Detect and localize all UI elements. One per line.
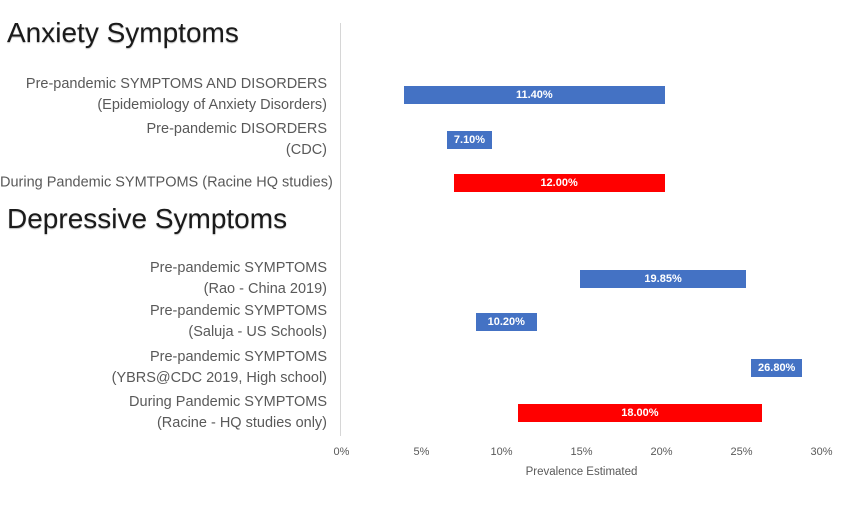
range-bar — [580, 270, 746, 288]
x-tick-label: 20% — [650, 446, 673, 458]
bar-value-label: 11.40% — [515, 89, 553, 101]
range-bar — [476, 313, 537, 331]
section-heading-depressive: Depressive Symptoms — [7, 203, 288, 234]
x-tick-label: 30% — [810, 446, 833, 458]
bar-value-label: 7.10% — [453, 133, 486, 146]
category-label: Pre-pandemic SYMPTOMS (Saluja - US Schools) — [149, 303, 327, 340]
x-tick-label: 10% — [490, 446, 513, 458]
x-tick-label: 5% — [413, 446, 430, 458]
x-tick-label: 15% — [570, 446, 593, 458]
category-label: Pre-pandemic SYMPTOMS AND DISORDERS (Epidemiology of Anxiety Disorders) — [25, 76, 327, 113]
range-bar — [447, 131, 492, 149]
bar-value-label: 12.00% — [540, 177, 578, 189]
range-bar — [404, 86, 665, 104]
x-axis-title: Prevalence Estimated — [525, 466, 638, 478]
y-axis-line — [340, 23, 341, 436]
range-bar — [454, 174, 665, 192]
x-tick-label: 0% — [333, 446, 350, 458]
bar-value-label: 10.20% — [487, 316, 525, 328]
category-label: Pre-pandemic SYMPTOMS (YBRS@CDC 2019, High school) — [111, 348, 327, 386]
bar-value-label: 19.85% — [644, 272, 682, 285]
range-bar — [518, 404, 763, 422]
category-label: During Pandemic SYMTPOMS (Racine HQ studies) — [0, 174, 333, 191]
section-heading-anxiety: Anxiety Symptoms — [7, 17, 239, 48]
bar-value-label: 18.00% — [621, 407, 659, 419]
category-label: During Pandemic SYMPTOMS (Racine - HQ studies only) — [129, 394, 327, 431]
category-label: Pre-pandemic SYMPTOMS (Rao - China 2019) — [149, 259, 327, 297]
x-tick-label: 25% — [730, 446, 753, 458]
range-bar — [751, 359, 802, 377]
bar-value-label: 26.80% — [758, 361, 796, 374]
category-label: Pre-pandemic DISORDERS (CDC) — [146, 120, 327, 158]
